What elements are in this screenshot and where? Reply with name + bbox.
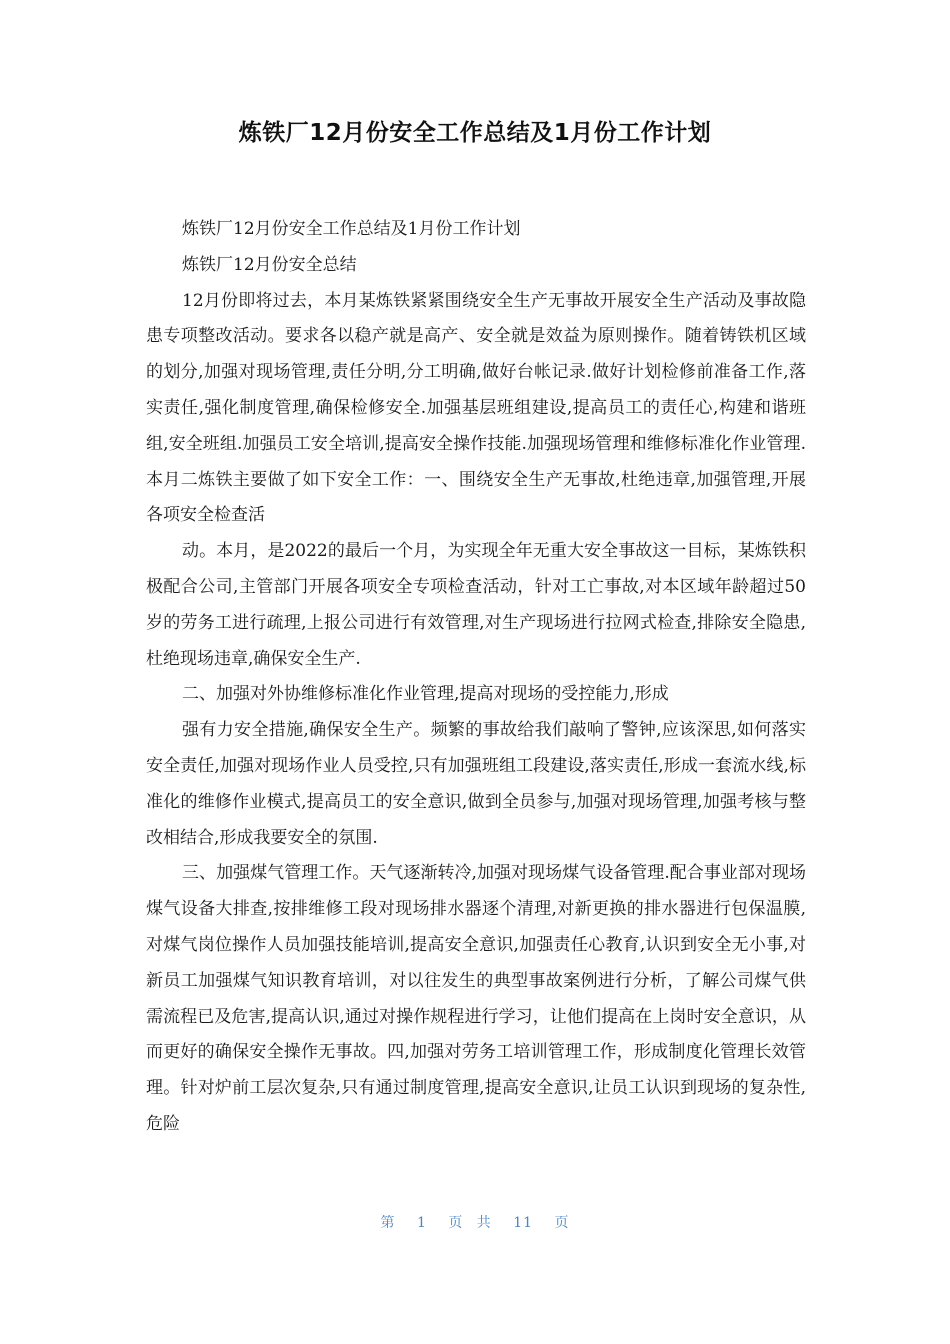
footer-prefix: 第 <box>380 1215 396 1231</box>
paragraph-item-one: 动。本月，是2022的最后一个月，为实现全年无重大安全事故这一目标，某炼铁积极配合公司,主管部门开展各项安全专项检查活动，针对工亡事故,对本区域年龄超过50岁的劳务工进行疏理,上报公司进行有效管理,对生产现场进行拉网式检查,排除安全隐患,杜绝现场违章,确保安全生产. <box>146 541 806 669</box>
footer-page-number: 1 <box>416 1215 427 1231</box>
paragraph-heading: 炼铁厂12月份安全工作总结及1月份工作计划 <box>182 219 521 239</box>
document-body <box>146 212 806 1143</box>
paragraph-intro: 12月份即将过去，本月某炼铁紧紧围绕安全生产无事故开展安全生产活动及事故隐患专项整改活动。要求各以稳产就是高产、安全就是效益为原则操作。随着铸铁机区域的划分,加强对现场管理,责任分明,分工明确,做好台帐记录.做好计划检修前准备工作,落实责任,强化制度管理,确保检修安全.加强基层班组建设,提高员工的责任心,构建和谐班组,安全班组.加强员工安全培训,提高安全操作技能.加强现场管理和维修标准化作业管理.本月二炼铁主要做了如下安全工作：一、围绕安全生产无事故,杜绝违章,加强管理,开展各项安全检查活 <box>146 290 806 526</box>
document-title: 炼铁厂12月份安全工作总结及1月份工作计划 <box>238 120 712 146</box>
paragraph-item-two: 强有力安全措施,确保安全生产。频繁的事故给我们敲响了警钟,应该深思,如何落实安全责任,加强对现场作业人员受控,只有加强班组工段建设,落实责任,形成一套流水线,标准化的维修作业模式,提高员工的安全意识,做到全员参与,加强对现场管理,加强考核与整改相结合,形成我要安全的氛围. <box>146 720 806 848</box>
footer-total-pages: 11 <box>513 1215 534 1231</box>
footer-suffix: 页 <box>554 1215 570 1231</box>
paragraph-item-three: 三、加强煤气管理工作。天气逐渐转冷,加强对现场煤气设备管理.配合事业部对现场煤气设备大排查,按排维修工段对现场排水器逐个清理,对新更换的排水器进行包保温膜,对煤气岗位操作人员加强技能培训,提高安全意识,加强责任心教育,认识到安全无小事,对新员工加强煤气知识教育培训，对以往发生的典型事故案例进行分析，了解公司煤气供需流程已及危害,提高认识,通过对操作规程进行学习，让他们提高在上岗时安全意识，从而更好的确保安全操作无事故。四,加强对劳务工培训管理工作，形成制度化管理长效管理。针对炉前工层次复杂,只有通过制度管理,提高安全意识,让员工认识到现场的复杂性,危险 <box>146 863 806 1134</box>
page-footer <box>0 1212 950 1232</box>
paragraph-item-two-heading: 二、加强对外协维修标准化作业管理,提高对现场的受控能力,形成 <box>182 684 669 705</box>
footer-middle: 页 共 <box>448 1215 492 1231</box>
paragraph-subheading: 炼铁厂12月份安全总结 <box>182 254 357 275</box>
